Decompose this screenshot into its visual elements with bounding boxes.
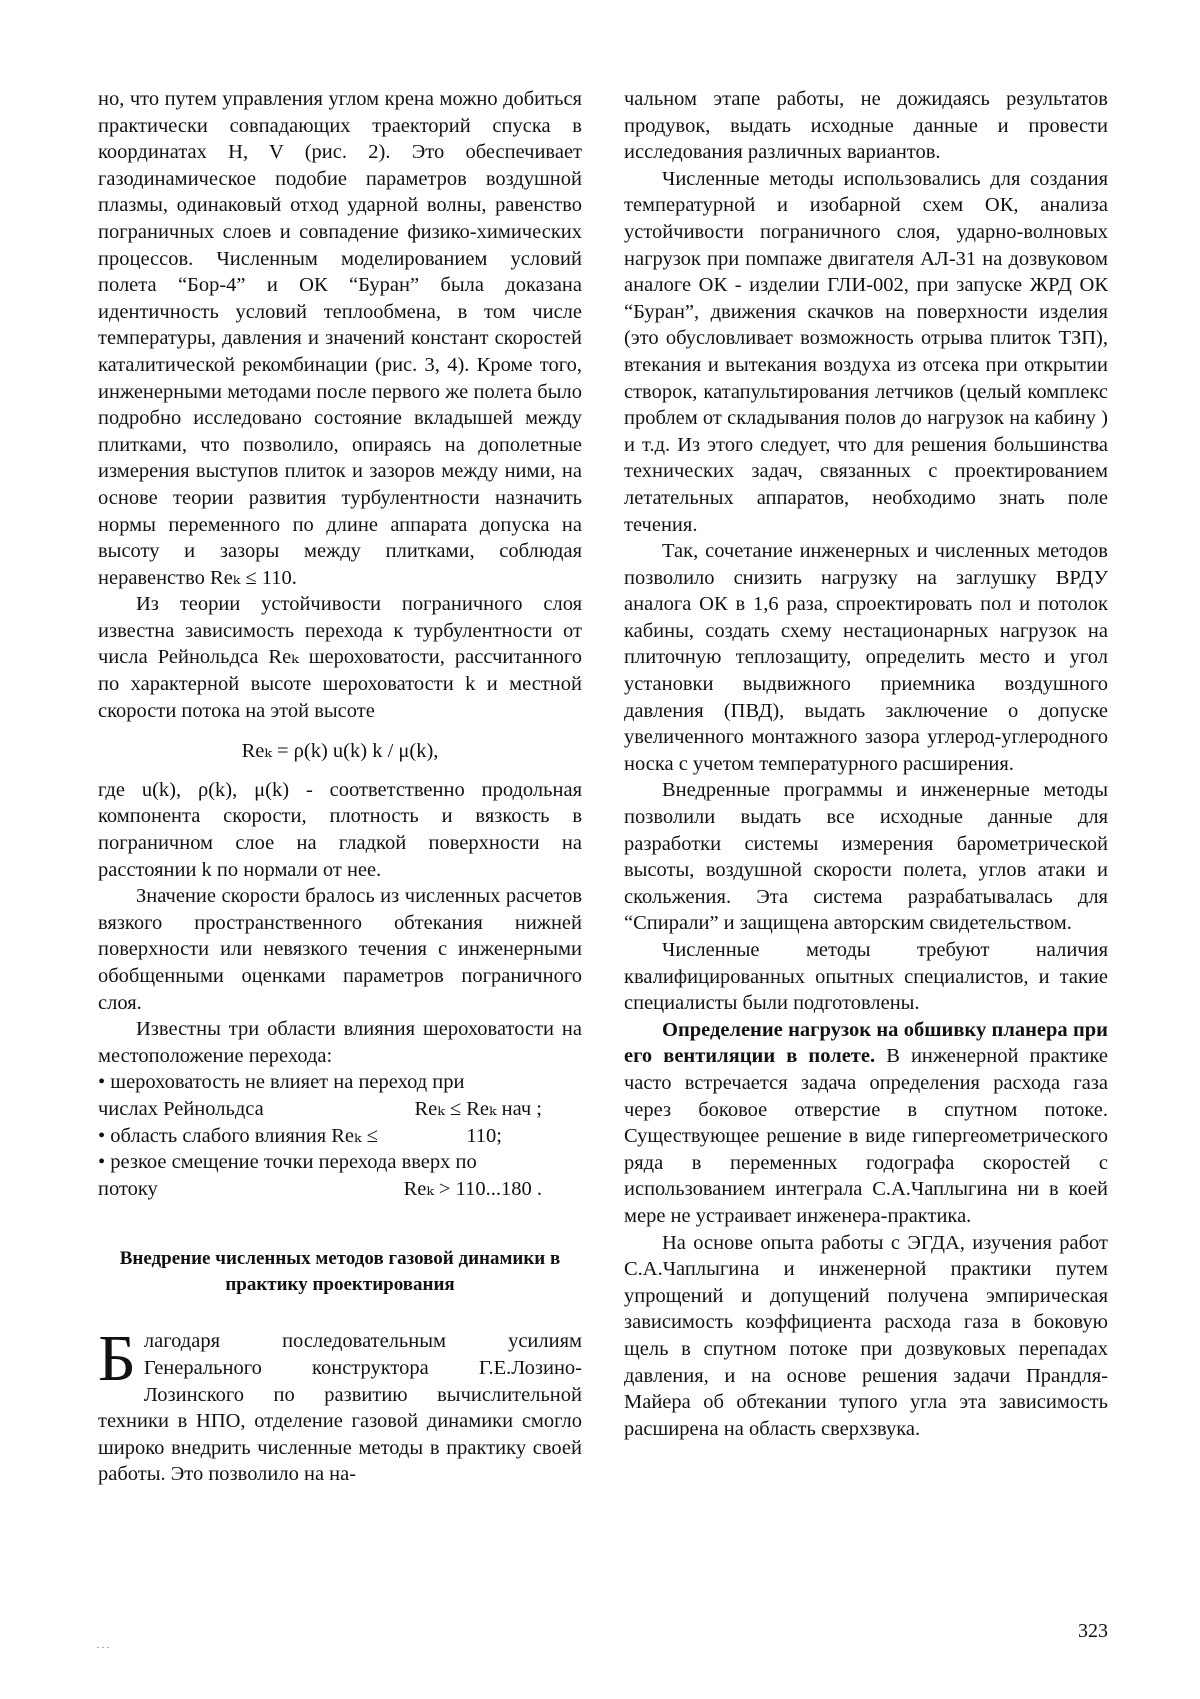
paragraph-text: лагодаря последовательным усилиям Генерального конструктора Г.Е.Лозино-Лозинского по развитию вычислительной техники в НПО, отделение газовой динамики смогло широко внедрить численные методы в практику своей работы. Это позволило на на-: [98, 1330, 582, 1486]
paragraph: Значение скорости бралось из численных расчетов вязкого пространственного обтекания нижней поверхности или невязкого течения с инженерными обобщенными оценками параметров пограничного слоя.: [98, 885, 582, 1014]
paragraph-text: В инженерной практике часто встречается задача определения расхода газа через боковое отверстие в спутном потоке. Существующее решение в виде гипергеометрического ряда в переменных годографа скоростей с использованием интеграла С.А.Чаплыгина ни в коей мере не устраивает инженера-практика.: [624, 1045, 1108, 1227]
formula: Reₖ = ρ(k) u(k) k / μ(k),: [241, 740, 439, 763]
paragraph: Так, сочетание инженерных и численных методов позволило снизить нагрузку на заглушку ВРДУ аналога ОК в 1,6 раза, спроектировать пол и потолок кабины, создать схему нестационарных нагрузок на плиточную теплозащиту, определить место и угол установки выдвижного приемника воздушного давления (ПВД), выдать заключение о допуске увеличенного монтажного зазора углерод-углеродного носка с учетом температурного расширения.: [624, 540, 1108, 775]
list-item-text: потоку: [98, 1177, 158, 1200]
section-heading: Внедрение численных методов газовой динамики в практику проектирования: [119, 1248, 561, 1296]
page-number-cropped: ...: [96, 1643, 111, 1650]
paragraph: но, что путем управления углом крена можно добиться практически совпадающих траекторий спуска в координатах H, V (рис. 2). Это обеспечивает газодинамическое подобие параметров воздушной плазмы, одинаковый отход ударной волны, равенство пограничных слоев и совпадение физико-химических процессов. Численным моделированием условий полета “Бор-4” и ОК “Буран” была доказана идентичность условий теплообмена, в том числе температуры, давления и значений констант скоростей каталитической рекомбинации (рис. 3, 4). Кроме того, инженерными методами после первого же полета было подробно исследовано состояние вкладышей между плитками, что позволило, опираясь на дополетные измерения выступов плиток и зазоров между ними, на основе теории развития турбулентности назначить нормы переменного по длине аппарата допуска на высоту и зазоры между плитками, соблюдая неравенство Reₖ ≤ 110.: [98, 88, 582, 589]
list-item: • шероховатость не влияет на переход при: [98, 1071, 465, 1094]
paragraph: где u(k), ρ(k), μ(k) - соответственно продольная компонента скорости, плотность и вязкость в пограничном слое на гладкой поверхности на расстоянии k по нормали от нее.: [98, 778, 582, 881]
paragraph: Внедренные программы и инженерные методы позволили выдать все исходные данные для разработки системы измерения барометрической высоты, воздушной скорости полета, углов атаки и скольжения. Эта система разрабатывалась для “Спирали” и защищена авторским свидетельством.: [624, 779, 1108, 935]
list-item-value: 110;: [466, 1124, 502, 1147]
list-item-text: • область слабого влияния Reₖ ≤: [98, 1124, 378, 1147]
left-column: [98, 86, 582, 1488]
paragraph: [624, 1017, 1108, 1230]
page-number: 323: [1078, 1620, 1108, 1642]
list-item-value: Reₖ > 110...180 .: [403, 1177, 542, 1200]
list-item-text: числах Рейнольдса: [98, 1097, 264, 1120]
run-in-heading: Определение нагрузок на обшивку планера при его вентиляции в полете.: [624, 1018, 1108, 1068]
paragraph: На основе опыта работы с ЭГДА, изучения работ С.А.Чаплыгина и инженерной практики путем упрощений и допущений получена эмпирическая зависимость коэффициента расхода газа в боковую щель в спутном потоке при дозвуковых перепадах давления, и на основе решения задачи Прандля-Майера об обтекании тупого угла эта зависимость расширена на область сверхзвука.: [624, 1231, 1108, 1440]
list-item-value: Reₖ ≤ Reₖ нач ;: [414, 1097, 542, 1120]
list-item: • резкое смещение точки перехода вверх по: [98, 1151, 477, 1174]
paragraph: Известны три области влияния шероховатости на местоположение перехода:: [98, 1018, 582, 1067]
paragraph: Численные методы использовались для создания температурной и изобарной схем ОК, анализа устойчивости пограничного слоя, ударно-волновых нагрузок при помпаже двигателя АЛ-31 на дозвуковом аналоге ОК - изделии ГЛИ-002, при запуске ЖРД ОК “Буран”, движения скачков на поверхности изделия (это обусловливает возможность отрыва плиток ТЗП), втекания и вытекания воздуха из отсека при открытии створок, катапультирования летчиков (целый комплекс проблем от складывания полов до нагрузок на кабину ) и т.д. Из этого следует, что для решения большинства технических задач, связанных с проектированием летательных аппаратов, необходимо знать поле течения.: [624, 167, 1108, 536]
list-item-continuation: [98, 1176, 582, 1203]
list-item-continuation: [98, 1096, 582, 1123]
bullet-list: [98, 1069, 582, 1202]
paragraph: Численные методы требуют наличия квалифицированных опытных специалистов, и такие специалисты были подготовлены.: [624, 939, 1108, 1015]
list-item: [98, 1123, 582, 1150]
drop-cap: Б: [98, 1322, 136, 1396]
right-column: [624, 86, 1108, 1442]
paragraph: Из теории устойчивости пограничного слоя известна зависимость перехода к турбулентности от числа Рейнольдса Reₖ шероховатости, рассчитанного по характерной высоте шероховатости k и местной скорости потока на этой высоте: [98, 593, 582, 722]
paragraph: [98, 1322, 582, 1488]
paragraph: чальном этапе работы, не дожидаясь результатов продувок, выдать исходные данные и провести исследования различных вариантов.: [624, 88, 1108, 164]
